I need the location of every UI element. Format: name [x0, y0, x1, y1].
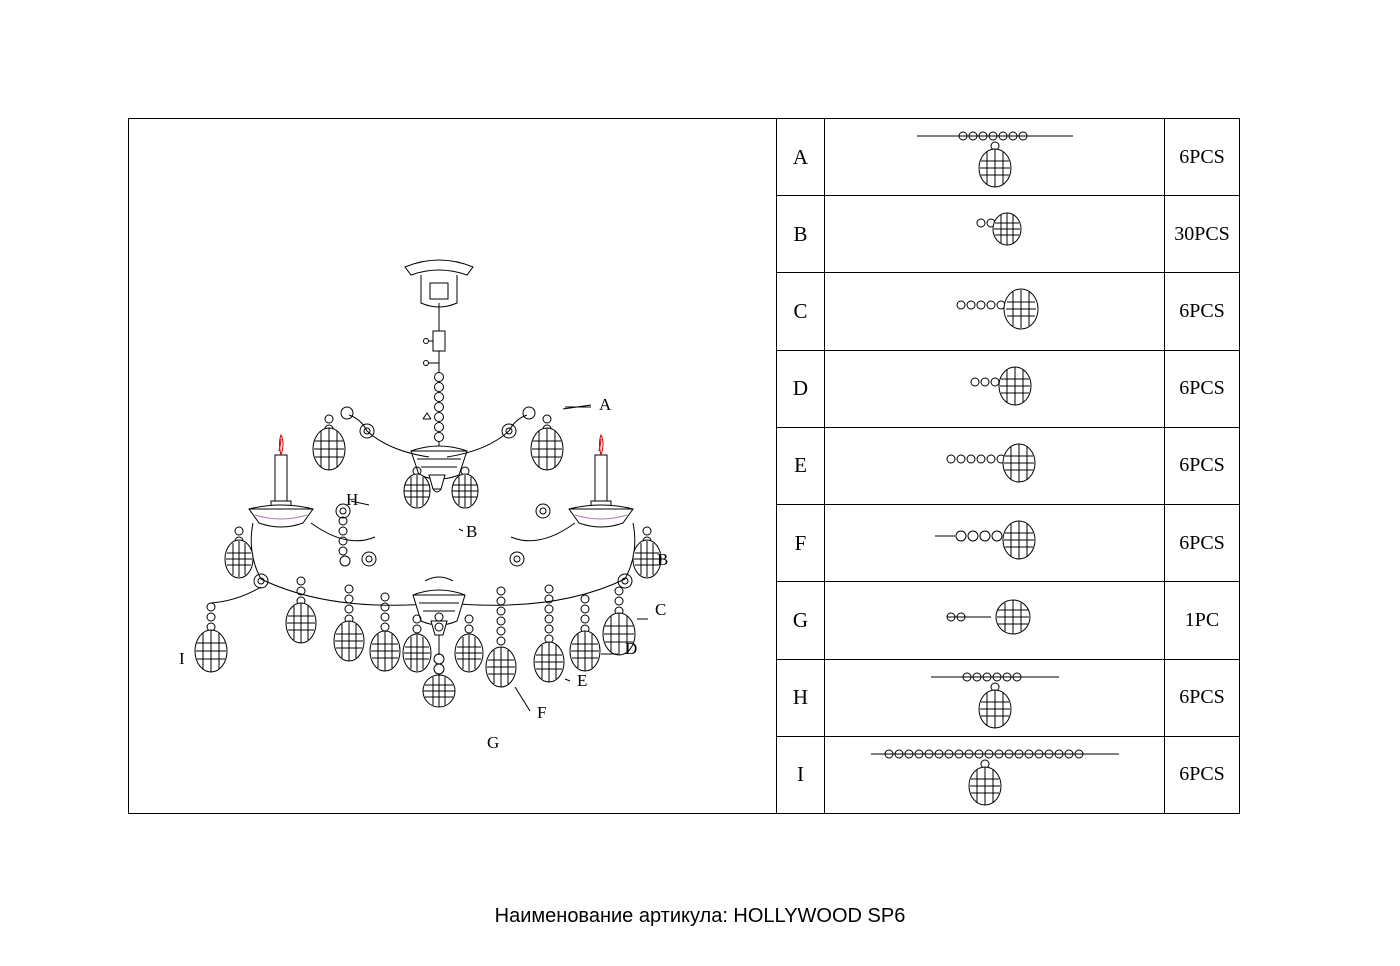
part-illustration-f [825, 505, 1165, 581]
chandelier-drawing-pane [129, 119, 777, 813]
part-qty: 6PCS [1179, 145, 1225, 168]
diagram-label-g: G [487, 733, 500, 752]
diagram-label-a: A [599, 395, 612, 414]
part-illustration-h [825, 660, 1165, 736]
table-row [777, 737, 1239, 813]
table-row [777, 196, 1239, 273]
table-row [777, 660, 1239, 737]
chandelier-diagram [129, 119, 777, 813]
diagram-label-c: C [655, 600, 667, 619]
table-row [777, 119, 1239, 196]
part-qty: 6PCS [1179, 531, 1225, 554]
part-code: B [777, 196, 825, 272]
diagram-label-e: E [577, 671, 588, 690]
parts-table [777, 119, 1239, 813]
part-illustration-d [825, 351, 1165, 427]
diagram-label-i: I [179, 649, 185, 668]
part-code: A [777, 119, 825, 195]
part-code: H [777, 660, 825, 736]
diagram-label-d: D [625, 639, 638, 658]
table-row [777, 582, 1239, 659]
table-row [777, 273, 1239, 350]
part-qty: 6PCS [1179, 300, 1225, 323]
part-code: F [777, 505, 825, 581]
part-illustration-c [825, 273, 1165, 349]
part-qty: 6PCS [1179, 377, 1225, 400]
part-illustration-i [825, 737, 1165, 813]
part-code: G [777, 582, 825, 658]
table-row [777, 505, 1239, 582]
drawing-sheet [128, 118, 1240, 814]
diagram-label-b1: B [466, 522, 478, 541]
article-caption: Наименование артикула: HOLLYWOOD SP6 [494, 905, 906, 927]
part-qty: 6PCS [1179, 763, 1225, 786]
part-code: D [777, 351, 825, 427]
part-qty: 1PC [1184, 608, 1220, 631]
part-illustration-e [825, 428, 1165, 504]
part-qty: 6PCS [1179, 686, 1225, 709]
part-qty: 6PCS [1179, 454, 1225, 477]
part-illustration-g [825, 582, 1165, 658]
table-row [777, 351, 1239, 428]
part-illustration-b [825, 196, 1165, 272]
diagram-label-b2: B [657, 550, 669, 569]
part-code: C [777, 273, 825, 349]
part-illustration-a [825, 119, 1165, 195]
part-code: I [777, 737, 825, 813]
diagram-label-f: F [537, 703, 547, 722]
diagram-label-h: H [346, 490, 359, 509]
part-qty: 30PCS [1174, 222, 1230, 245]
table-row [777, 428, 1239, 505]
part-code: E [777, 428, 825, 504]
